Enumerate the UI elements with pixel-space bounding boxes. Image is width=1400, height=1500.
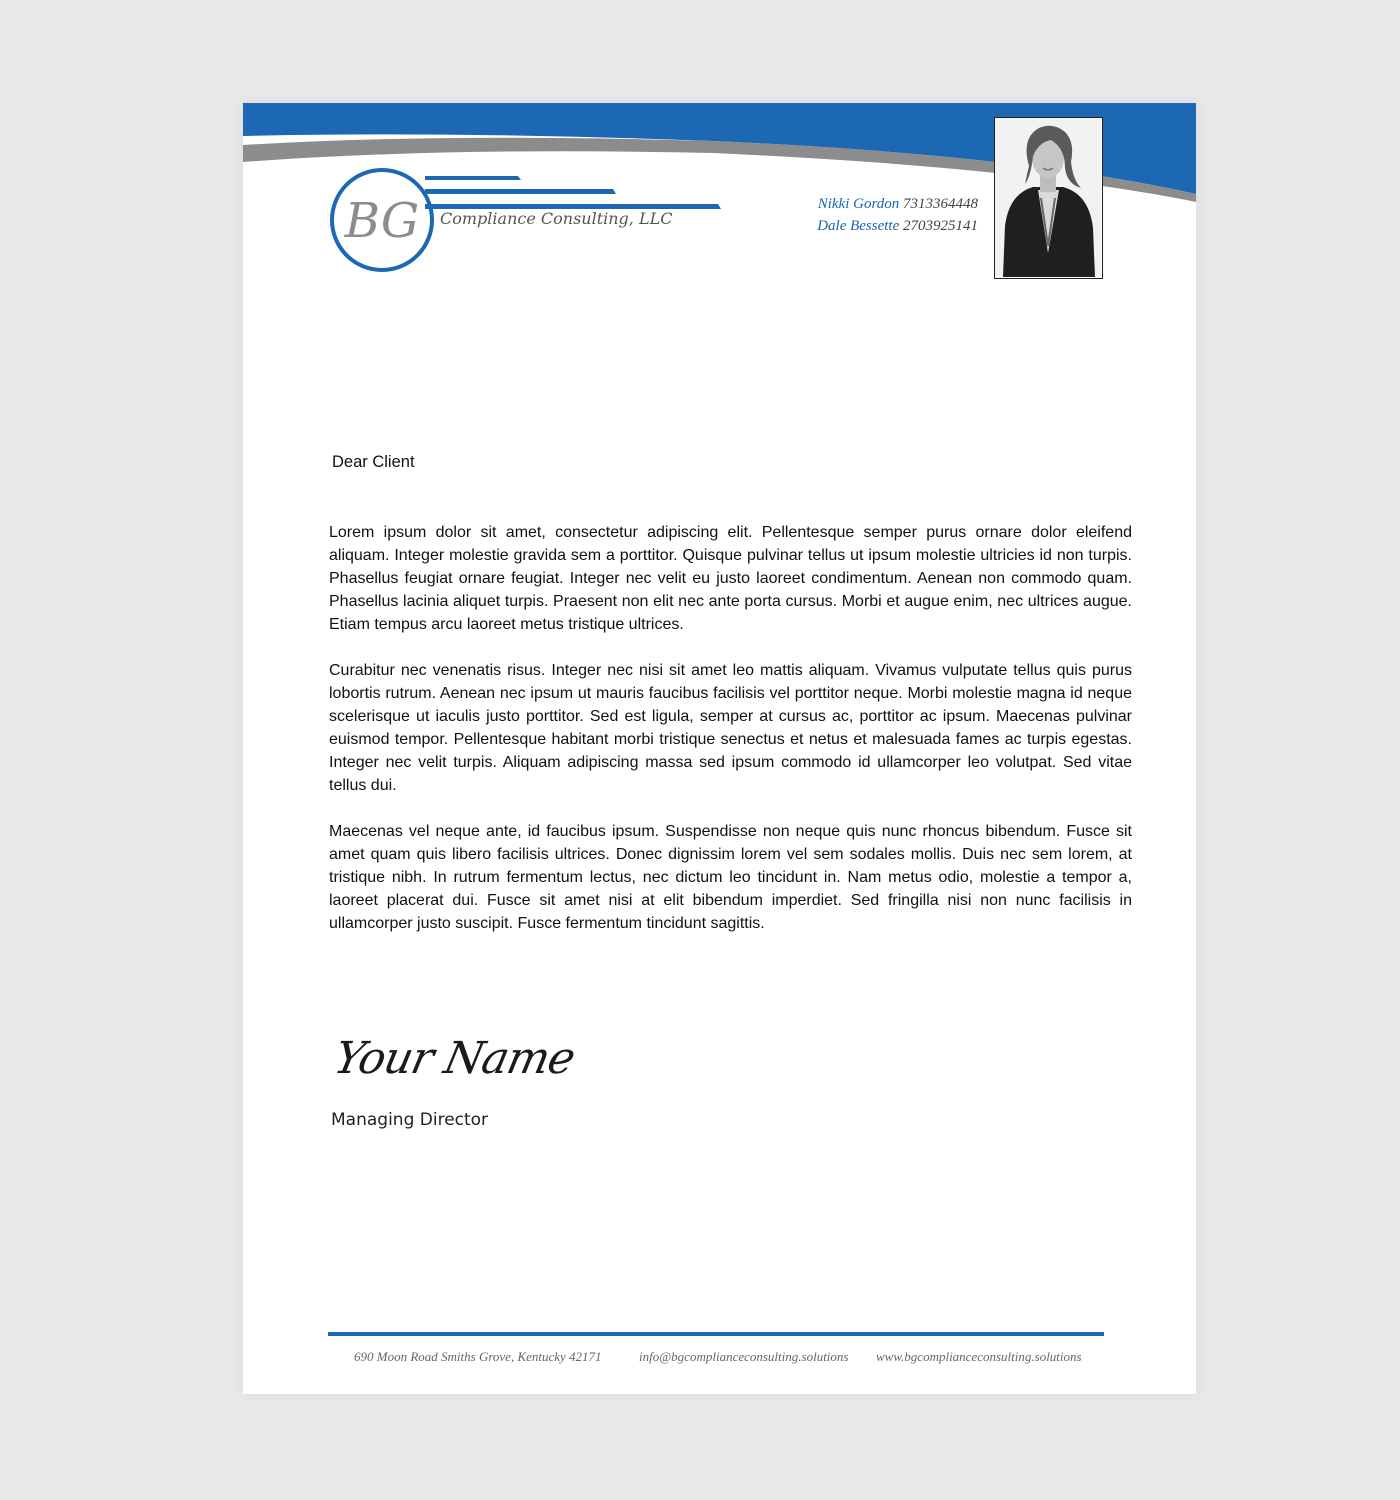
contact-list [783, 193, 978, 237]
company-name: Compliance Consulting, LLC [440, 209, 673, 228]
letter-body [329, 521, 1132, 958]
body-paragraph: Maecenas vel neque ante, id faucibus ipsum. Suspendisse non neque quis nunc rhoncus bibendum. Fusce sit amet quam quis libero facilisis ultrices. Donec dignissim lorem vel sem sodales mollis. Duis nec sem lorem, at tristique nibh. In rutrum fermentum lectus, nec dictum leo tincidunt in. Nam metus odio, molestie a tempor a, laoreet placerat dui. Fusce sit amet nisi at elit bibendum imperdiet. Sed fringilla nisi non nunc facilisis in ullamcorper justo suscipit. Fusce fermentum tincidunt sagittis. [329, 823, 1132, 932]
footer-website: www.bgcomplianceconsulting.solutions [876, 1349, 1082, 1364]
contact-name: Dale Bessette [817, 218, 900, 234]
footer-divider [328, 1332, 1104, 1336]
contact-line [783, 193, 978, 215]
contact-line [783, 215, 978, 237]
signature-title: Managing Director [331, 1110, 489, 1130]
body-paragraph: Lorem ipsum dolor sit amet, consectetur adipiscing elit. Pellentesque semper purus ornare dolor eleifend aliquam. Integer molestie gravida sem a porttitor. Quisque pulvinar tellus ut ipsum molestie ultricies id non turpis. Phasellus feugiat ornare feugiat. Integer nec velit eu justo laoreet condimentum. Aenean non commodo quam. Phasellus lacinia aliquet turpis. Praesent non elit nec ante porta cursus. Morbi et augue enim, nec ultrices augue. Etiam tempus arcu laoreet metus tristique ultrices. [329, 524, 1132, 633]
footer-email: info@bgcomplianceconsulting.solutions [639, 1349, 849, 1364]
salutation: Dear Client [332, 453, 415, 471]
contact-name: Nikki Gordon [817, 196, 900, 212]
letterhead-sheet [243, 103, 1196, 1394]
portrait-photo [994, 117, 1103, 279]
footer-address: 690 Moon Road Smiths Grove, Kentucky 42171 [354, 1349, 602, 1364]
contact-phone: 7313364448 [903, 196, 978, 212]
logo-monogram: BG [344, 193, 420, 249]
contact-phone: 2703925141 [903, 218, 978, 234]
body-paragraph: Curabitur nec venenatis risus. Integer nec nisi sit amet leo mattis aliquam. Vivamus vulputate tellus quis purus lobortis rutrum. Aenean nec ipsum ut mauris faucibus facilisis vel porttitor neque. Morbi molestie magna id neque scelerisque ut iaculis justo porttitor. Sed est ligula, semper at cursus ac, porttitor ac ipsum. Maecenas pulvinar euismod tempor. Pellentesque habitant morbi tristique senectus et netus et malesuada fames ac turpis egestas. Integer nec velit turpis. Aliquam adipiscing massa sed ipsum commodo id ullamcorper leo volutpat. Sed vitae tellus dui. [329, 662, 1132, 794]
signature: Your Name [329, 1033, 579, 1084]
